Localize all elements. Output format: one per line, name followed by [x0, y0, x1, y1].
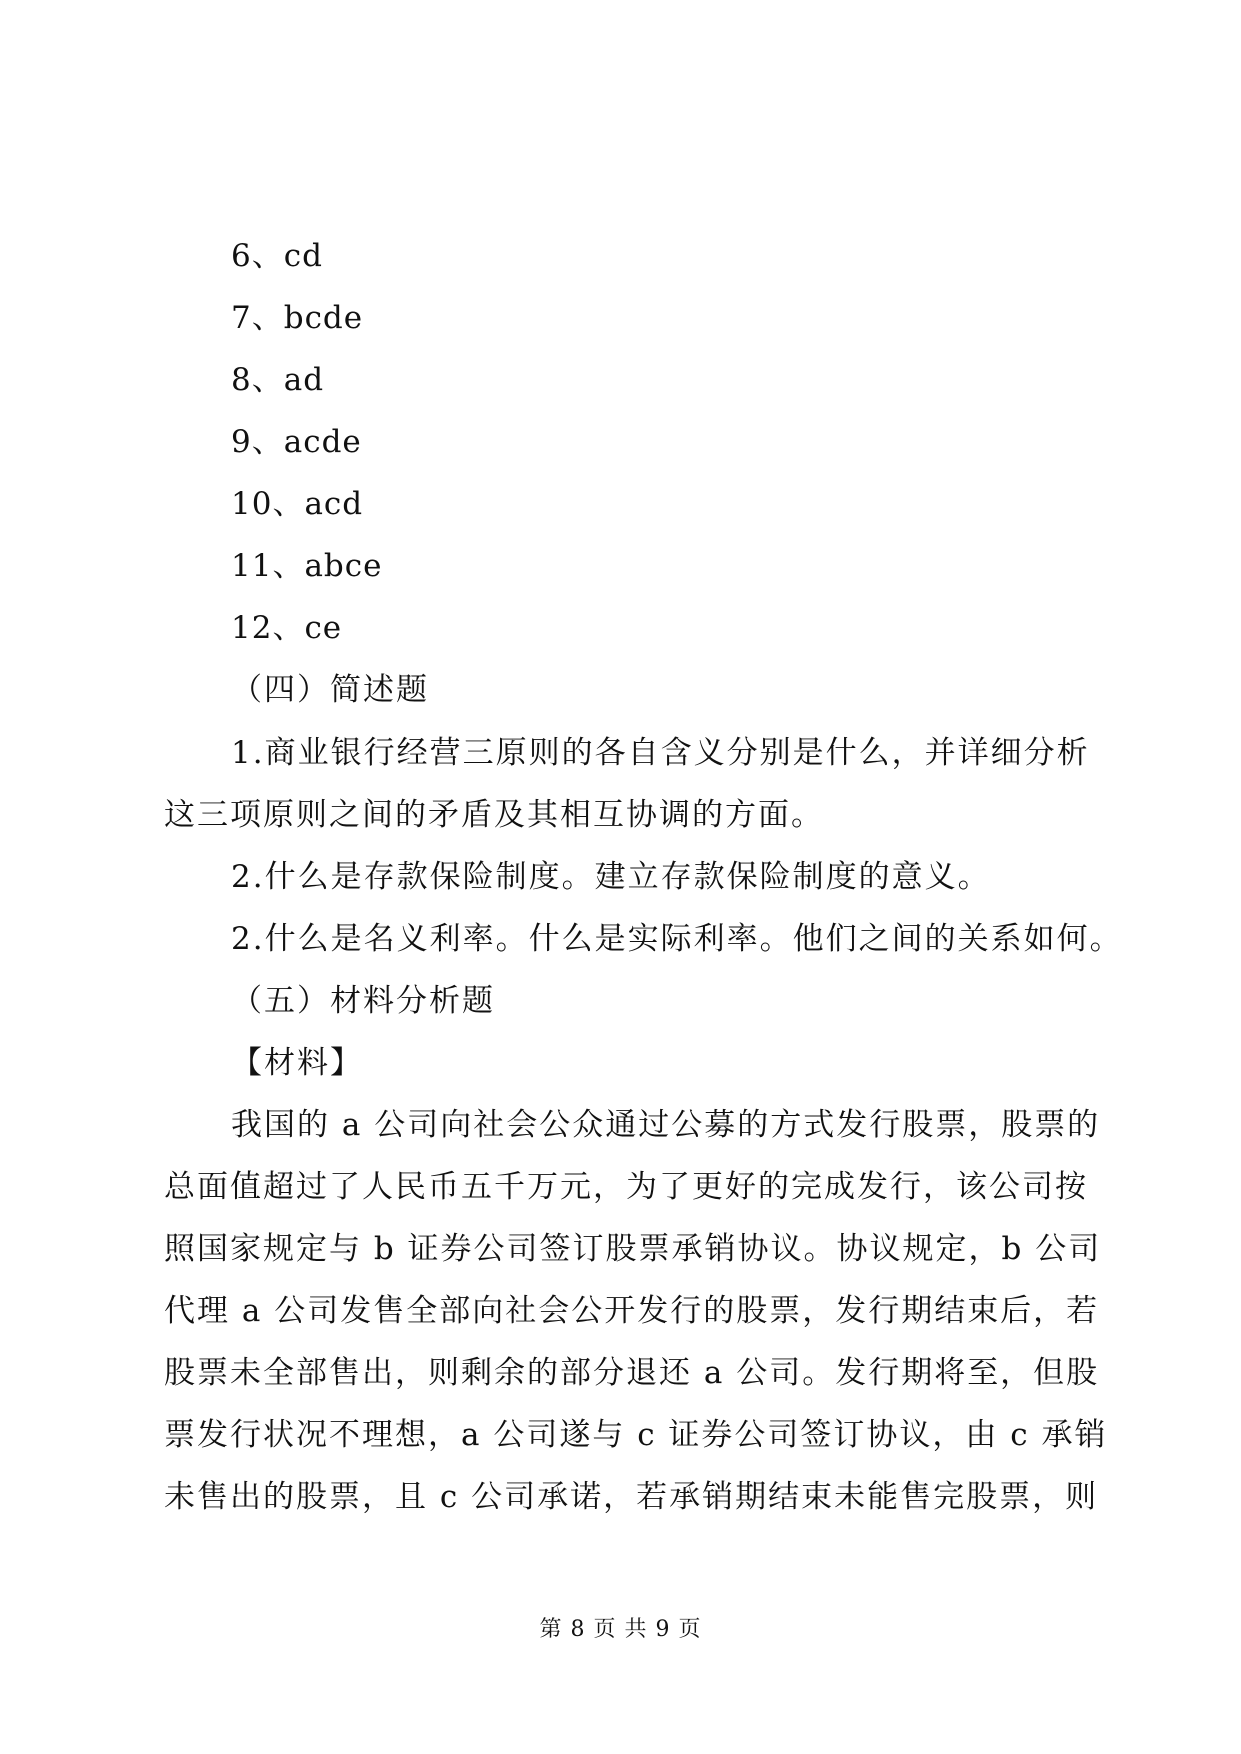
material-paragraph-line: 未售出的股票，且 c 公司承诺，若承销期结束未能售完股票，则 — [164, 1479, 1099, 1515]
section-5-title: （五）材料分析题 — [231, 983, 495, 1019]
material-paragraph-line: 代理 a 公司发售全部向社会公开发行的股票，发行期结束后，若 — [164, 1293, 1100, 1329]
material-label: 【材料】 — [231, 1045, 363, 1081]
answer-11: 11、abce — [231, 548, 383, 584]
answer-6: 6、cd — [231, 238, 323, 274]
answer-8: 8、ad — [231, 362, 325, 398]
material-paragraph-line: 票发行状况不理想，a 公司遂与 c 证券公司签订协议，由 c 承销 — [164, 1417, 1108, 1453]
material-paragraph-line: 我国的 a 公司向社会公众通过公募的方式发行股票，股票的 — [231, 1107, 1101, 1143]
material-paragraph-line: 总面值超过了人民币五千万元，为了更好的完成发行，该公司按 — [164, 1169, 1088, 1205]
question-3: 2.什么是名义利率。什么是实际利率。他们之间的关系如何。 — [231, 921, 1123, 957]
answer-10: 10、acd — [231, 486, 364, 522]
section-4-title: （四）简述题 — [231, 672, 429, 708]
question-1-line-2: 这三项原则之间的矛盾及其相互协调的方面。 — [164, 797, 824, 833]
material-paragraph-line: 股票未全部售出，则剩余的部分退还 a 公司。发行期将至，但股 — [164, 1355, 1100, 1391]
answer-9: 9、acde — [231, 424, 362, 460]
answer-12: 12、ce — [231, 610, 343, 646]
question-2: 2.什么是存款保险制度。建立存款保险制度的意义。 — [231, 859, 991, 895]
answer-7: 7、bcde — [231, 300, 364, 336]
material-paragraph-line: 照国家规定与 b 证券公司签订股票承销协议。协议规定，b 公司 — [164, 1231, 1102, 1267]
page-footer: 第 8 页 共 9 页 — [539, 1617, 702, 1642]
question-1-line-1: 1.商业银行经营三原则的各自含义分别是什么，并详细分析 — [231, 735, 1090, 771]
